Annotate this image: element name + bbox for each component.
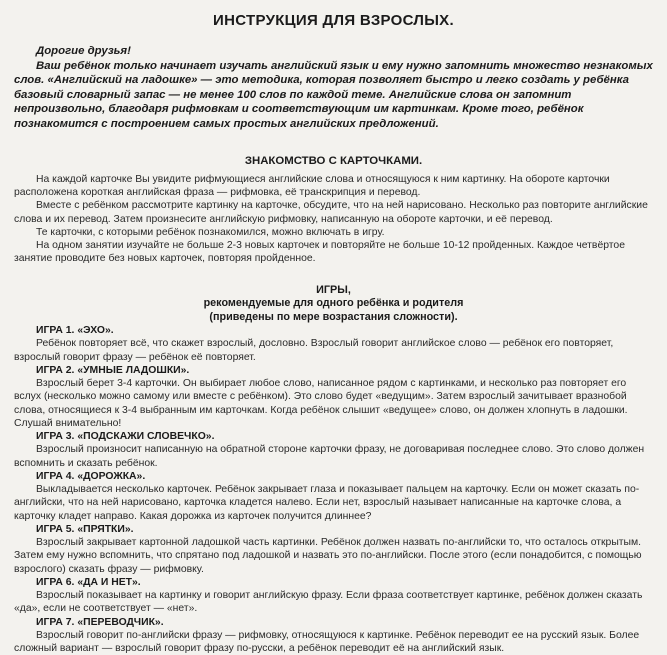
game-description: Взрослый берет 3-4 карточки. Он выбирает любое слово, написанное рядом с картинками, и несколько раз повторяет его вслух (несколько можно самому или вместе с ребёнком). Это слово будет «ведущим». Затем взрослый зачитывает вразнобой слова, относящиеся к 3-4 выбранным им карточкам. Когда ребёнок слышит «ведущее» слово, он должен хлопнуть в ладошки. Слушай внимательно! <box>14 377 654 430</box>
games-header-subtitle: рекомендуемые для одного ребёнка и родителя <box>0 297 667 310</box>
game-title: ИГРА 3. «ПОДСКАЖИ СЛОВЕЧКО». <box>14 430 654 443</box>
game-description: Взрослый показывает на картинку и говорит английскую фразу. Если фраза соответствует картинке, ребёнок должен сказать «да», если не соответствует — «нет». <box>14 589 654 616</box>
game-item <box>14 364 654 430</box>
game-item <box>14 616 654 655</box>
intro-text: Ваш ребёнок только начинает изучать английский язык и ему нужно запомнить множество незнакомых слов. «Английский на ладошке» — это методика, которая позволяет быстро и легко создать у ребёнка базовый словарный запас — не менее 100 слов по каждой теме. Английские слова он запомнит непроизвольно, благодаря рифмовкам и соответствующим им картинкам. Кроме того, ребёнок познакомится с построением самых простых английских предложений. <box>14 59 654 132</box>
game-item <box>14 523 654 576</box>
game-item <box>14 430 654 470</box>
game-title: ИГРА 4. «ДОРОЖКА». <box>14 470 654 483</box>
game-description: Взрослый говорит по-английски фразу — рифмовку, относящуюся к картинке. Ребёнок переводит ее на русский язык. Более сложный вариант — взрослый говорит фразу по-русски, а ребёнок переводит её на английский язык. <box>14 629 654 655</box>
games-header-title: ИГРЫ, <box>0 284 667 297</box>
acquaintance-paragraph: На одном занятии изучайте не больше 2-3 новых карточек и повторяйте не больше 10-12 пройденных. Каждое четвёртое занятие проводите без новых карточек, повторяя пройденное. <box>14 239 654 265</box>
games-header <box>0 284 667 324</box>
acquaintance-paragraph: На каждой карточке Вы увидите рифмующиеся английские слова и относящуюся к ним картинку. На обороте карточки расположена короткая английская фраза — рифмовка, её транскрипция и перевод. <box>14 173 654 199</box>
acquaintance-title: ЗНАКОМСТВО С КАРТОЧКАМИ. <box>0 155 667 167</box>
acquaintance-section <box>14 173 654 265</box>
game-item <box>14 470 654 523</box>
acquaintance-paragraph: Вместе с ребёнком рассмотрите картинку на карточке, обсудите, что на ней нарисовано. Несколько раз повторите английские слова и их перевод. Затем произнесите английскую рифмовку, написанную на обороте карточки, и её перевод. <box>14 199 654 225</box>
game-item <box>14 576 654 616</box>
game-title: ИГРА 7. «ПЕРЕВОДЧИК». <box>14 616 654 629</box>
game-title: ИГРА 6. «ДА И НЕТ». <box>14 576 654 589</box>
acquaintance-paragraph: Те карточки, с которыми ребёнок познакомился, можно включать в игру. <box>14 226 654 239</box>
intro-greeting: Дорогие друзья! <box>14 44 654 59</box>
intro-block <box>14 44 654 132</box>
games-header-note: (приведены по мере возрастания сложности). <box>0 311 667 324</box>
game-description: Взрослый произносит написанную на обратной стороне карточки фразу, не договаривая последнее слово. Это слово должен вспомнить и сказать ребёнок. <box>14 443 654 470</box>
games-list <box>14 324 654 655</box>
game-description: Взрослый закрывает картонной ладошкой часть картинки. Ребёнок должен назвать по-английски то, что осталось открытым. Затем ему нужно вспомнить, что спрятано под ладошкой и назвать это по-английски. После этого (если понадобится, с помощью взрослого) сказать фразу — рифмовку. <box>14 536 654 576</box>
game-description: Ребёнок повторяет всё, что скажет взрослый, дословно. Взрослый говорит английское слово — ребёнок его повторяет, взрослый говорит фразу — ребёнок её повторяет. <box>14 337 654 364</box>
game-title: ИГРА 2. «УМНЫЕ ЛАДОШКИ». <box>14 364 654 377</box>
game-item <box>14 324 654 364</box>
page-title: ИНСТРУКЦИЯ ДЛЯ ВЗРОСЛЫХ. <box>0 12 667 29</box>
game-title: ИГРА 1. «ЭХО». <box>14 324 654 337</box>
game-description: Выкладывается несколько карточек. Ребёнок закрывает глаза и показывает пальцем на карточку. Если он может сказать по-английски, что на ней нарисовано, карточка кладется налево. Если нет, взрослый называет написанные на карточке слова, а карточку кладет направо. Какая дорожка из карточек получится длиннее? <box>14 483 654 523</box>
game-title: ИГРА 5. «ПРЯТКИ». <box>14 523 654 536</box>
